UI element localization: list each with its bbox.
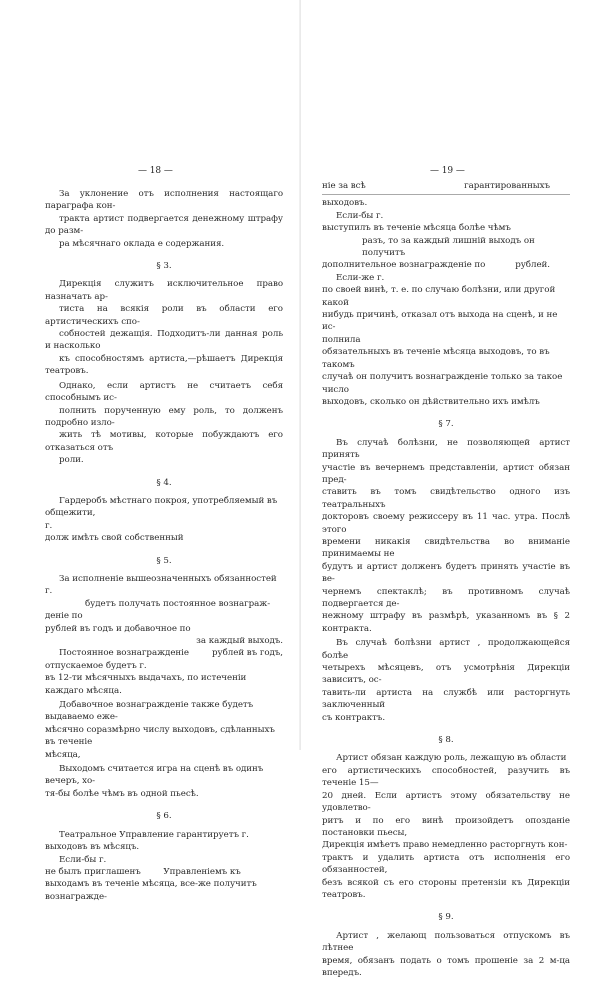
paragraph: Театральное Управление гарантируетъ г. выходовъ въ мѣсяцъ. Если-бы г. не былъ приглашенъ Управленіемъ къ выходамъ въ теченіе мѣсяца, все-же получитъ вознагражде- xyxy=(45,829,257,902)
section-heading: § 7. xyxy=(438,419,454,430)
rule-line xyxy=(322,194,570,195)
paragraph: Въ случаѣ болѣзни артист , продолжающейся болѣе четырехъ мѣсяцевъ, отъ усмотрѣнія Дирекціи зависитъ, ос- тавить-ли артиста на службѣ или расторгнуть заключенный съ контрактъ. xyxy=(322,638,570,723)
paragraph: За уклонение отъ исполнения настоящаго параграфа кон- тракта артист подвергается денежному штрафу до разм- ра мѣсячнаго оклада е содержания. xyxy=(45,189,283,249)
paragraph: Выходомъ считается игра на сценѣ въ одинъ вечеръ, хо- тя-бы болѣе чѣмъ въ одной пьесѣ. xyxy=(45,764,264,799)
section-heading: § 9. xyxy=(438,912,454,923)
paragraph: Въ случаѣ болѣзни, не позволяющей артист принять участіе въ вечернемъ представленіи, артист обязан пред- ставить въ томъ свидѣтельство одного изъ театральныхъ докторовъ своему режиссеру въ 11 час. утра. Послѣ этого времени никакія свидѣтельства во вниманіе принимаемы не будутъ и артист долженъ будетъ принять участіе въ ве- чернемъ спектаклѣ; въ противномъ случаѣ подвергается де- нежному штрафу въ размѣрѣ, указанномъ въ § 2 контракта. xyxy=(322,437,570,634)
left-page-body xyxy=(45,188,283,905)
paragraph: ніе за всѣ гарантированныхъ выходовъ. Если-бы г. выступилъ въ теченіе мѣсяца болѣе чѣмъ разъ, то за каждый лишній выходъ он получитъ дополнительное вознагражденіе по рублей. Если-же г. по своей винѣ, т. е. по случаю болѣзни, или другой какой нибудь причинѣ, отказал отъ выхода на сценѣ, и не ис- полнила обязательныхъ въ теченіе мѣсяца выходовъ, то въ такомъ случаѣ он получитъ вознагражденіе только за такое число выходовъ, сколько он дѣйствительно ихъ имѣлъ xyxy=(322,180,570,408)
paragraph: Артист , желающ пользоваться отпускомъ въ лѣтнее время, обязанъ подать о томъ прошеніе за 2 м-ца впередъ. xyxy=(322,930,570,978)
section-heading: § 8. xyxy=(438,735,454,746)
section-heading: § 3. xyxy=(156,261,172,272)
paragraph: Дирекція служитъ исключительное право назначать ар- тиста на всякія роли въ области его артистическихъ спо- собностей дежащія. Подходитъ-ли данная роль и насколько къ способностямъ артиста,—рѣшаетъ Дирекція театровъ. xyxy=(45,279,283,377)
paragraph: Артист обязан каждую роль, лежащую въ области его артистическихъ способностей, разучить въ теченіе 15— 20 дней. Если артистъ этому обязательству не удовлетво- ритъ и по его винѣ произойдетъ опозданіе постановки пьесы, Дирекція имѣетъ право немедленно расторгнуть кон- трактъ и удалить артиста отъ исполненія его обязанностей, безъ всякой съ его стороны претензіи къ Дирекціи театровъ. xyxy=(322,753,570,900)
paragraph: Однако, если артистъ не считаетъ себя способнымъ ис- полнить порученную ему роль, то долженъ подробно изло- жить тѣ мотивы, которые побуждаютъ его отказаться отъ роли. xyxy=(45,380,283,466)
section-heading: § 4. xyxy=(156,477,172,488)
paragraph: Добавочное вознагражденіе также будетъ выдаваемо еже- мѣсячно соразмѣрно числу выходовъ, сдѣланныхъ въ теченіе мѣсяца, xyxy=(45,700,275,760)
section-heading: § 5. xyxy=(156,555,172,566)
left-page xyxy=(0,0,300,902)
paragraph: Гардеробъ мѣстнаго покроя, употребляемый въ общежити, г. долж имѣть свой собственный xyxy=(45,495,278,544)
right-page xyxy=(300,0,600,978)
section-heading: § 6. xyxy=(156,811,172,822)
right-page-body xyxy=(322,180,570,981)
page-number: — 19 — xyxy=(430,166,465,176)
page-number: — 18 — xyxy=(138,166,173,176)
paragraph: За исполненіе вышеозначенныхъ обязанностей г. будетъ получать постоянное вознаграж- деніе по рублей въ годъ и добавочное по за каждый выходъ. Постоянное вознагражденіе рублей въ годъ, отпускаемое будетъ г. въ 12-ти мѣсячныхъ выдачахъ, по истеченіи каждаго мѣсяца. xyxy=(45,573,283,696)
